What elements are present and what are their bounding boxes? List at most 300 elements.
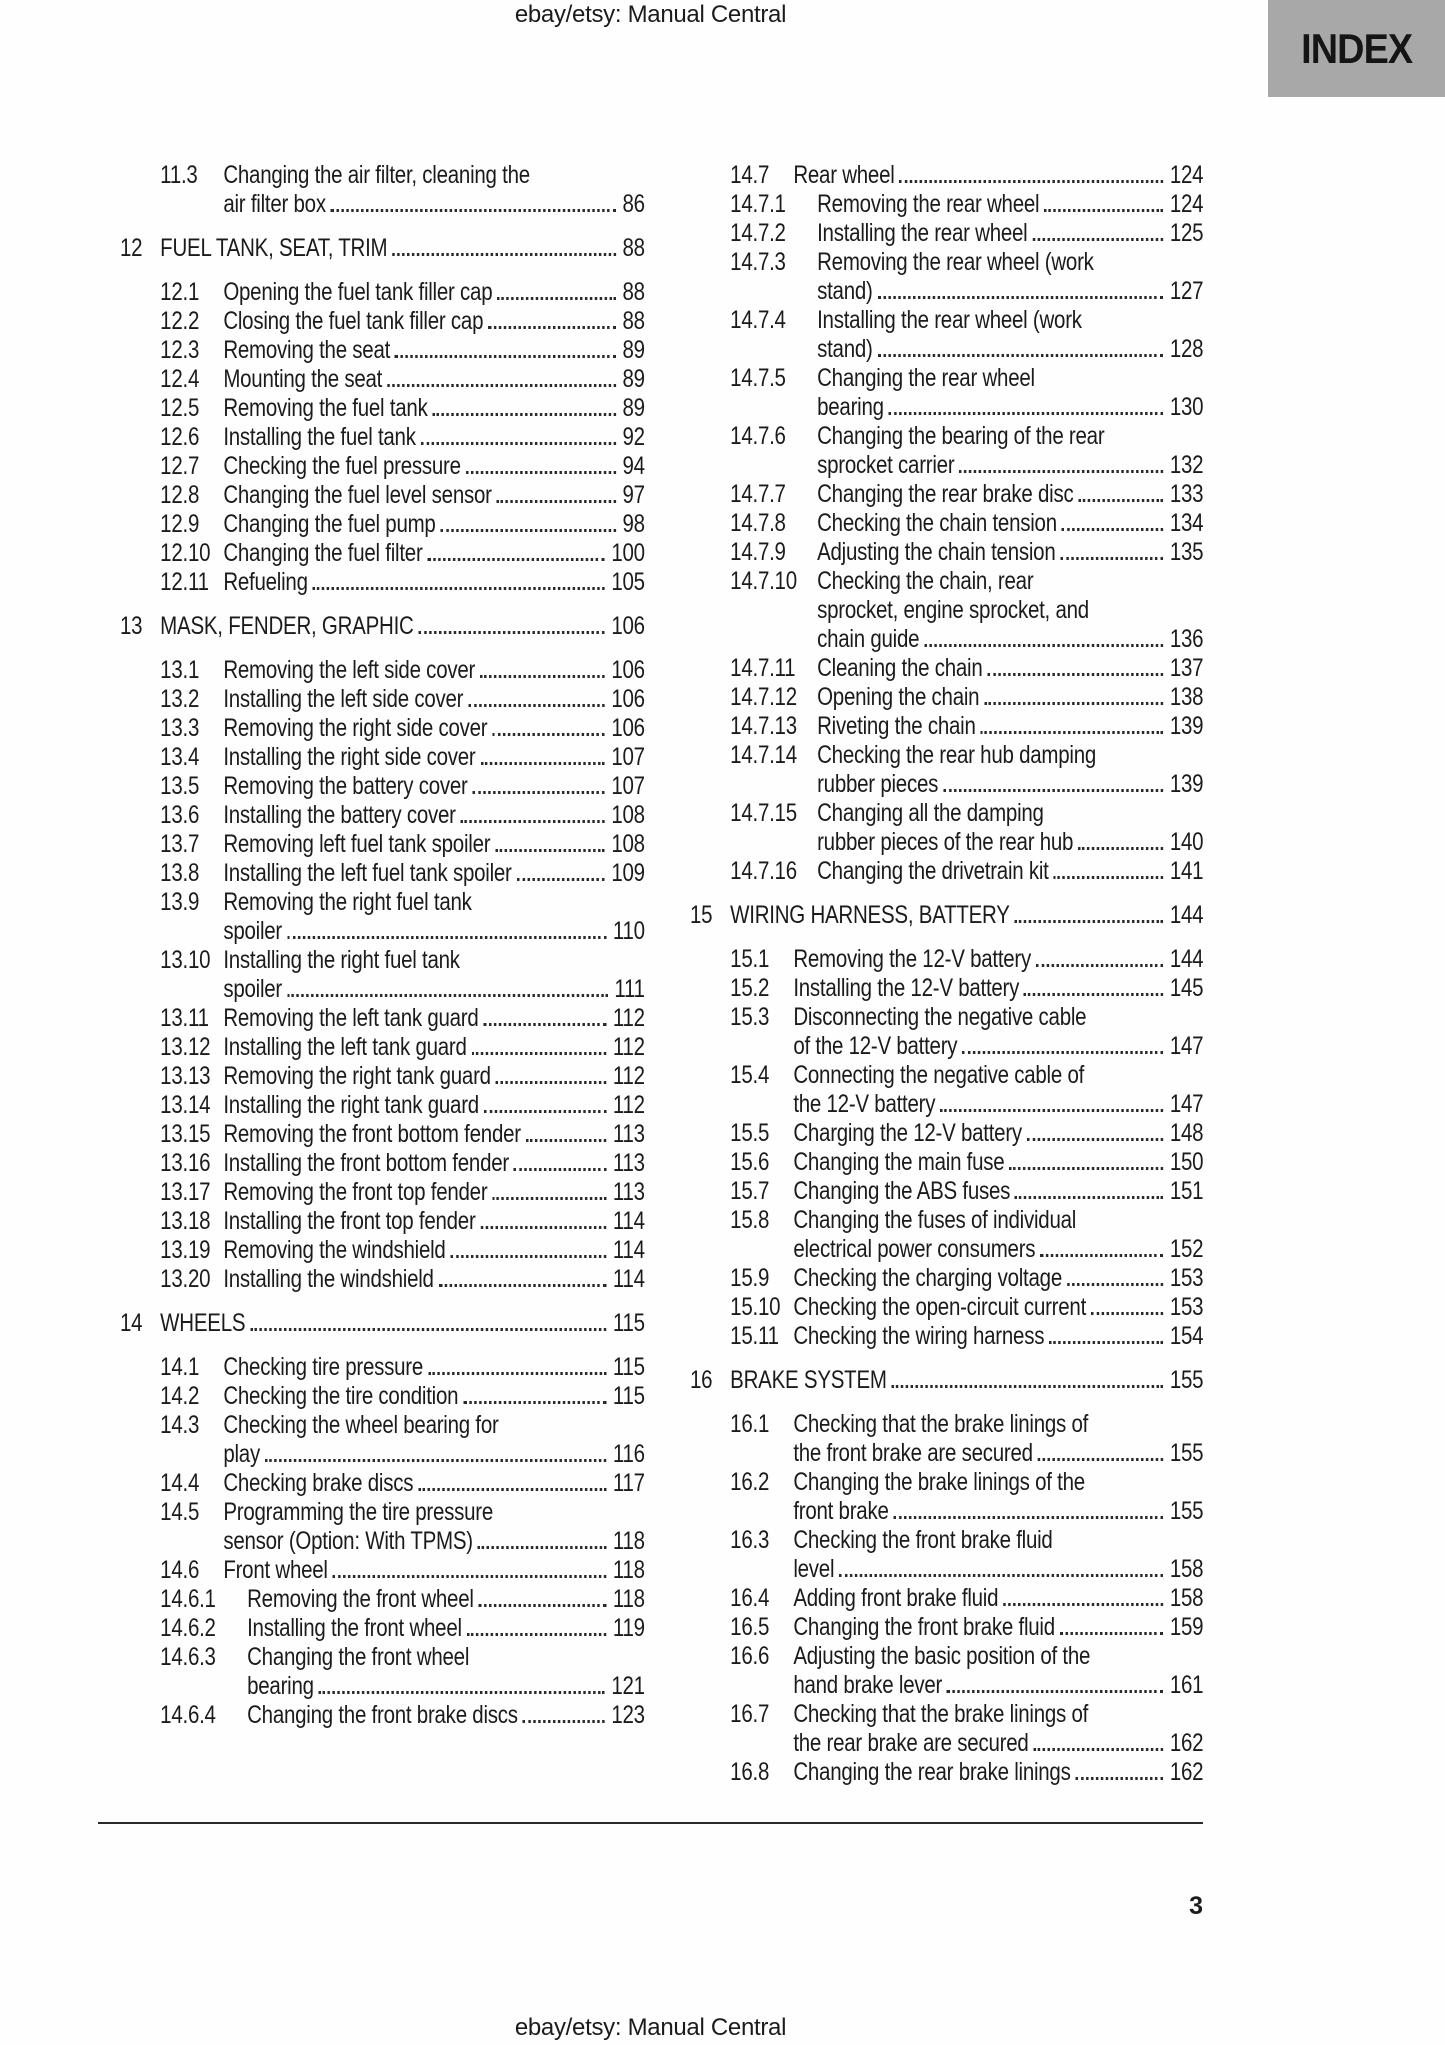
dot-leader (483, 1023, 606, 1026)
dot-leader (943, 789, 1163, 792)
toc-entry[interactable] (120, 1178, 645, 1207)
dot-leader (1003, 1603, 1163, 1606)
toc-entry-line (690, 1468, 1203, 1497)
index-tab[interactable] (1268, 0, 1445, 97)
toc-entry-line (120, 423, 645, 452)
entry-title: rubber pieces (817, 770, 939, 798)
entry-number: 14.7.14 (730, 741, 797, 769)
entry-title: hand brake lever (793, 1671, 943, 1699)
toc-entry[interactable] (120, 278, 645, 307)
dot-leader (940, 1109, 1163, 1112)
toc-entry-line (120, 1556, 645, 1585)
entry-page: 135 (1169, 538, 1204, 566)
toc-entry[interactable] (120, 336, 645, 365)
dot-leader (441, 529, 616, 532)
toc-entry[interactable] (690, 901, 1203, 930)
entry-title: Changing the front wheel (247, 1643, 470, 1671)
entry-title: Checking the wheel bearing for (223, 1411, 499, 1439)
entry-title: chain guide (817, 625, 920, 653)
entry-title: Removing the right fuel tank (223, 888, 472, 916)
toc-entry[interactable] (690, 306, 1203, 364)
dot-leader (466, 471, 616, 474)
toc-entry[interactable] (690, 683, 1203, 712)
header-title: ebay/etsy: Manual Central (514, 1, 787, 28)
dot-leader (981, 731, 1164, 734)
toc-entry[interactable] (690, 1613, 1203, 1642)
toc-entry[interactable] (120, 365, 645, 394)
toc-entry-line (690, 451, 1203, 480)
toc-entry-line (120, 1701, 645, 1730)
toc-entry[interactable] (120, 1585, 645, 1614)
entry-number: 13.19 (160, 1236, 211, 1264)
toc-entry[interactable] (690, 1468, 1203, 1526)
toc-entry-line (690, 538, 1203, 567)
toc-entry[interactable] (690, 1293, 1203, 1322)
toc-entry[interactable] (120, 1498, 645, 1556)
entry-number: 14.7.8 (730, 509, 786, 537)
toc-entry-line (120, 830, 645, 859)
toc-entry-line (690, 1235, 1203, 1264)
entry-page: 113 (612, 1178, 645, 1206)
toc-entry-line (690, 422, 1203, 451)
entry-title: Changing the ABS fuses (793, 1177, 1011, 1205)
toc-entry[interactable] (690, 1700, 1203, 1758)
entry-title: Checking the charging voltage (793, 1264, 1062, 1292)
entry-title: Checking the front brake fluid (793, 1526, 1053, 1554)
entry-number: 14.7.1 (730, 190, 786, 218)
entry-title: Installing the front top fender (223, 1207, 476, 1235)
toc-entry-line (120, 859, 645, 888)
toc-entry-line (120, 946, 645, 975)
toc-entry[interactable] (690, 480, 1203, 509)
toc-entry[interactable] (690, 1148, 1203, 1177)
dot-leader (1015, 920, 1164, 923)
toc-entry[interactable] (120, 685, 645, 714)
toc-entry-line (120, 1411, 645, 1440)
toc-entry-line (120, 1120, 645, 1149)
entry-title: level (793, 1555, 835, 1583)
dot-leader (987, 673, 1163, 676)
toc-entry[interactable] (120, 859, 645, 888)
toc-entry[interactable] (690, 654, 1203, 683)
entry-page: 115 (612, 1353, 645, 1381)
toc-entry[interactable] (120, 1556, 645, 1585)
toc-entry-line (120, 1265, 645, 1294)
toc-entry[interactable] (690, 799, 1203, 857)
entry-title: Adjusting the basic position of the (793, 1642, 1091, 1670)
entry-page: 118 (612, 1556, 645, 1584)
toc-entry[interactable] (690, 161, 1203, 190)
entry-title: play (223, 1440, 260, 1468)
toc-entry-line (120, 1309, 645, 1338)
entry-page: 148 (1169, 1119, 1204, 1147)
entry-page: 140 (1169, 828, 1204, 856)
toc-entry[interactable] (120, 1701, 645, 1730)
entry-page: 97 (622, 481, 645, 509)
toc-entry-line (120, 743, 645, 772)
entry-page: 153 (1169, 1293, 1204, 1321)
entry-number: 12.6 (160, 423, 200, 451)
dot-leader (467, 1633, 607, 1636)
toc-entry-line (120, 1091, 645, 1120)
dot-leader (1033, 1748, 1163, 1751)
toc-entry-line (120, 1643, 645, 1672)
toc-entry[interactable] (120, 1643, 645, 1701)
entry-page: 144 (1169, 945, 1204, 973)
entry-title: Removing left fuel tank spoiler (223, 830, 491, 858)
toc-entry[interactable] (690, 1526, 1203, 1584)
entry-title: Changing the drivetrain kit (817, 857, 1049, 885)
entry-page: 139 (1169, 712, 1204, 740)
toc-entry-line (690, 1410, 1203, 1439)
toc-entry[interactable] (120, 307, 645, 336)
dot-leader (1049, 1341, 1163, 1344)
dot-leader (517, 878, 605, 881)
toc-entry[interactable] (690, 1177, 1203, 1206)
toc-entry[interactable] (690, 1119, 1203, 1148)
entry-title: stand) (817, 335, 873, 363)
entry-page: 144 (1169, 901, 1204, 929)
toc-entry[interactable] (690, 1322, 1203, 1351)
toc-entry-line (690, 1555, 1203, 1584)
toc-entry[interactable] (120, 161, 645, 219)
toc-entry[interactable] (690, 509, 1203, 538)
entry-number: 11.3 (160, 161, 198, 189)
toc-entry[interactable] (690, 945, 1203, 974)
entry-number: 12.7 (160, 452, 200, 480)
toc-entry[interactable] (690, 1758, 1203, 1787)
entry-number: 14.7.3 (730, 248, 786, 276)
toc-entry-line (690, 1090, 1203, 1119)
entry-number: 15.1 (730, 945, 770, 973)
toc-entry[interactable] (690, 219, 1203, 248)
toc-entry[interactable] (120, 568, 645, 597)
entry-title: sensor (Option: With TPMS) (223, 1527, 473, 1555)
toc-entry[interactable] (120, 612, 645, 641)
entry-title: Removing the left side cover (223, 656, 476, 684)
entry-title: Removing the windshield (223, 1236, 446, 1264)
toc-entry[interactable] (120, 481, 645, 510)
toc-entry[interactable] (690, 190, 1203, 219)
entry-title: Installing the windshield (223, 1265, 434, 1293)
entry-number: 15.2 (730, 974, 770, 1002)
entry-title: air filter box (223, 190, 326, 218)
toc-entry[interactable] (690, 1366, 1203, 1395)
entry-number: 14.7 (730, 161, 770, 189)
toc-entry[interactable] (690, 538, 1203, 567)
toc-entry[interactable] (120, 743, 645, 772)
entry-title: Changing the rear brake disc (817, 480, 1074, 508)
toc-entry[interactable] (120, 394, 645, 423)
entry-number: 14.5 (160, 1498, 200, 1526)
toc-entry-line (120, 1062, 645, 1091)
entry-number: 12.1 (160, 278, 200, 306)
dot-leader (959, 470, 1163, 473)
entry-title: Removing the seat (223, 336, 391, 364)
entry-page: 127 (1169, 277, 1204, 305)
entry-title: Checking the fuel pressure (223, 452, 461, 480)
toc-entry[interactable] (690, 857, 1203, 886)
entry-page: 107 (611, 743, 645, 771)
entry-page: 114 (612, 1265, 645, 1293)
footer-divider (98, 1822, 1203, 1824)
entry-number: 13.9 (160, 888, 200, 916)
entry-page: 106 (611, 656, 645, 684)
dot-leader (924, 644, 1163, 647)
toc-entry-line (120, 714, 645, 743)
toc-entry[interactable] (120, 1091, 645, 1120)
entry-title: Checking the chain tension (817, 509, 1057, 537)
toc-entry[interactable] (690, 1410, 1203, 1468)
toc-column-right (690, 161, 1203, 1787)
toc-entry[interactable] (120, 1382, 645, 1411)
entry-title: Checking that the brake linings of (793, 1410, 1089, 1438)
entry-title: WHEELS (160, 1309, 246, 1337)
toc-entry[interactable] (120, 830, 645, 859)
entry-number: 14.7.7 (730, 480, 786, 508)
toc-entry[interactable] (690, 1061, 1203, 1119)
toc-entry[interactable] (120, 801, 645, 830)
entry-number: 16.4 (730, 1584, 770, 1612)
entry-title: bearing (817, 393, 884, 421)
dot-leader (889, 412, 1164, 415)
dot-leader (1060, 1632, 1163, 1635)
entry-page: 153 (1169, 1264, 1204, 1292)
toc-entry[interactable] (120, 1614, 645, 1643)
entry-page: 106 (611, 685, 645, 713)
toc-entry[interactable] (120, 1033, 645, 1062)
entry-title: Adding front brake fluid (793, 1584, 999, 1612)
entry-page: 115 (612, 1309, 645, 1337)
toc-entry[interactable] (120, 656, 645, 685)
dot-leader (421, 442, 616, 445)
entry-page: 118 (612, 1585, 645, 1613)
toc-entry-line (690, 1497, 1203, 1526)
toc-entry-line (690, 1119, 1203, 1148)
toc-entry-line (690, 190, 1203, 219)
entry-title: Checking the open-circuit current (793, 1293, 1087, 1321)
toc-entry-line (690, 509, 1203, 538)
toc-entry[interactable] (690, 712, 1203, 741)
dot-leader (433, 413, 616, 416)
dot-leader (319, 1691, 605, 1694)
toc-entry-line (120, 656, 645, 685)
entry-title: the front brake are secured (793, 1439, 1033, 1467)
toc-entry[interactable] (120, 1411, 645, 1469)
entry-title: Opening the fuel tank filler cap (223, 278, 493, 306)
dot-leader (472, 1052, 607, 1055)
toc-entry-line (120, 278, 645, 307)
entry-title: Front wheel (223, 1556, 328, 1584)
toc-entry[interactable] (120, 714, 645, 743)
toc-entry[interactable] (120, 452, 645, 481)
dot-leader (1038, 1458, 1164, 1461)
entry-page: 132 (1169, 451, 1204, 479)
entry-number: 13.3 (160, 714, 200, 742)
entry-page: 88 (622, 307, 645, 335)
dot-leader (287, 994, 608, 997)
entry-number: 14 (120, 1309, 143, 1337)
entry-page: 114 (612, 1236, 645, 1264)
toc-entry-line (120, 1440, 645, 1469)
entry-title: Programming the tire pressure (223, 1498, 494, 1526)
dot-leader (450, 1255, 606, 1258)
toc-entry[interactable] (690, 248, 1203, 306)
toc-entry[interactable] (120, 1469, 645, 1498)
entry-number: 14.6.2 (160, 1614, 216, 1642)
entry-page: 106 (611, 714, 645, 742)
entry-title: Changing the brake linings of the (793, 1468, 1085, 1496)
entry-number: 16 (690, 1366, 713, 1394)
entry-title: spoiler (223, 975, 282, 1003)
toc-entry[interactable] (120, 772, 645, 801)
entry-page: 158 (1169, 1584, 1204, 1612)
dot-leader (480, 762, 604, 765)
entry-page: 115 (612, 1382, 645, 1410)
entry-number: 13.4 (160, 743, 200, 771)
dot-leader (962, 1051, 1163, 1054)
toc-entry[interactable] (120, 539, 645, 568)
dot-leader (427, 558, 604, 561)
entry-title: Checking the tire condition (223, 1382, 459, 1410)
toc-entry[interactable] (120, 1309, 645, 1338)
toc-entry-line (690, 306, 1203, 335)
toc-entry-line (120, 394, 645, 423)
entry-number: 13 (120, 612, 143, 640)
toc-entry-line (690, 974, 1203, 1003)
toc-entry[interactable] (690, 1264, 1203, 1293)
toc-entry[interactable] (690, 567, 1203, 654)
entry-number: 12.10 (160, 539, 211, 567)
toc-entry[interactable] (120, 1265, 645, 1294)
entry-number: 13.5 (160, 772, 200, 800)
entry-title: Installing the battery cover (223, 801, 456, 829)
toc-entry[interactable] (120, 888, 645, 946)
entry-page: 109 (611, 859, 645, 887)
toc-entry-line (690, 1177, 1203, 1206)
entry-page: 108 (611, 801, 645, 829)
entry-title: Checking brake discs (223, 1469, 414, 1497)
entry-title: Closing the fuel tank filler cap (223, 307, 484, 335)
dot-leader (1078, 499, 1163, 502)
entry-title: the 12-V battery (793, 1090, 936, 1118)
dot-leader (1076, 1777, 1164, 1780)
entry-page: 94 (622, 452, 645, 480)
toc-entry-line (120, 481, 645, 510)
entry-page: 112 (612, 1091, 645, 1119)
toc-column-left (120, 161, 645, 1730)
entry-number: 14.6 (160, 1556, 200, 1584)
entry-page: 151 (1169, 1177, 1204, 1205)
dot-leader (892, 1385, 1164, 1388)
toc-entry[interactable] (690, 1206, 1203, 1264)
entry-title: Charging the 12-V battery (793, 1119, 1022, 1147)
toc-entry[interactable] (120, 1062, 645, 1091)
toc-entry[interactable] (690, 1584, 1203, 1613)
toc-entry-line (690, 625, 1203, 654)
entry-page: 145 (1169, 974, 1204, 1002)
toc-entry-line (690, 1148, 1203, 1177)
dot-leader (478, 1546, 606, 1549)
toc-entry[interactable] (120, 1004, 645, 1033)
toc-entry-line (120, 568, 645, 597)
dot-leader (387, 384, 616, 387)
entry-title: Cleaning the chain (817, 654, 983, 682)
toc-entry-line (690, 712, 1203, 741)
toc-entry-line (690, 161, 1203, 190)
toc-entry[interactable] (120, 1353, 645, 1382)
entry-page: 130 (1169, 393, 1204, 421)
toc-entry[interactable] (120, 946, 645, 1004)
dot-leader (947, 1690, 1163, 1693)
entry-title: Changing the front brake discs (247, 1701, 518, 1729)
entry-page: 150 (1169, 1148, 1204, 1176)
entry-title: Removing the 12-V battery (793, 945, 1032, 973)
entry-page: 111 (614, 975, 645, 1003)
dot-leader (392, 253, 616, 256)
dot-leader (461, 820, 605, 823)
toc-entry-line (690, 857, 1203, 886)
entry-title: Refueling (223, 568, 308, 596)
dot-leader (331, 209, 616, 212)
entry-title: Changing the rear wheel (817, 364, 1035, 392)
entry-number: 15.4 (730, 1061, 770, 1089)
toc-entry[interactable] (120, 1207, 645, 1236)
footer-title: ebay/etsy: Manual Central (514, 2014, 787, 2041)
entry-number: 15.5 (730, 1119, 770, 1147)
entry-page: 155 (1169, 1497, 1204, 1525)
toc-entry[interactable] (120, 510, 645, 539)
toc-entry-line (120, 1614, 645, 1643)
entry-number: 13.18 (160, 1207, 211, 1235)
entry-number: 14.3 (160, 1411, 200, 1439)
toc-entry[interactable] (690, 741, 1203, 799)
toc-entry-line (690, 1526, 1203, 1555)
entry-number: 15.7 (730, 1177, 770, 1205)
toc-entry[interactable] (120, 423, 645, 452)
entry-title: Checking that the brake linings of (793, 1700, 1089, 1728)
entry-title: Changing the fuses of individual (793, 1206, 1077, 1234)
toc-entry[interactable] (690, 974, 1203, 1003)
toc-entry[interactable] (690, 1003, 1203, 1061)
dot-leader (894, 1516, 1164, 1519)
entry-number: 13.20 (160, 1265, 211, 1293)
toc-entry[interactable] (690, 1642, 1203, 1700)
entry-number: 15.11 (730, 1322, 779, 1350)
dot-leader (1027, 1138, 1163, 1141)
entry-number: 16.3 (730, 1526, 770, 1554)
entry-title: Removing the right tank guard (223, 1062, 491, 1090)
entry-title: Removing the left tank guard (223, 1004, 479, 1032)
toc-entry[interactable] (120, 1149, 645, 1178)
toc-entry-line (120, 365, 645, 394)
entry-page: 92 (622, 423, 645, 451)
toc-entry[interactable] (120, 1120, 645, 1149)
dot-leader (839, 1574, 1163, 1577)
entry-title: of the 12-V battery (793, 1032, 958, 1060)
dot-leader (1067, 1283, 1163, 1286)
entry-title: Changing all the damping (817, 799, 1044, 827)
toc-entry[interactable] (120, 234, 645, 263)
toc-entry[interactable] (690, 364, 1203, 422)
toc-entry-line (120, 1033, 645, 1062)
toc-entry[interactable] (690, 422, 1203, 480)
toc-entry[interactable] (120, 1236, 645, 1265)
entry-number: 14.6.1 (160, 1585, 216, 1613)
entry-page: 89 (622, 365, 645, 393)
entry-page: 100 (611, 539, 645, 567)
toc-entry-line (690, 799, 1203, 828)
